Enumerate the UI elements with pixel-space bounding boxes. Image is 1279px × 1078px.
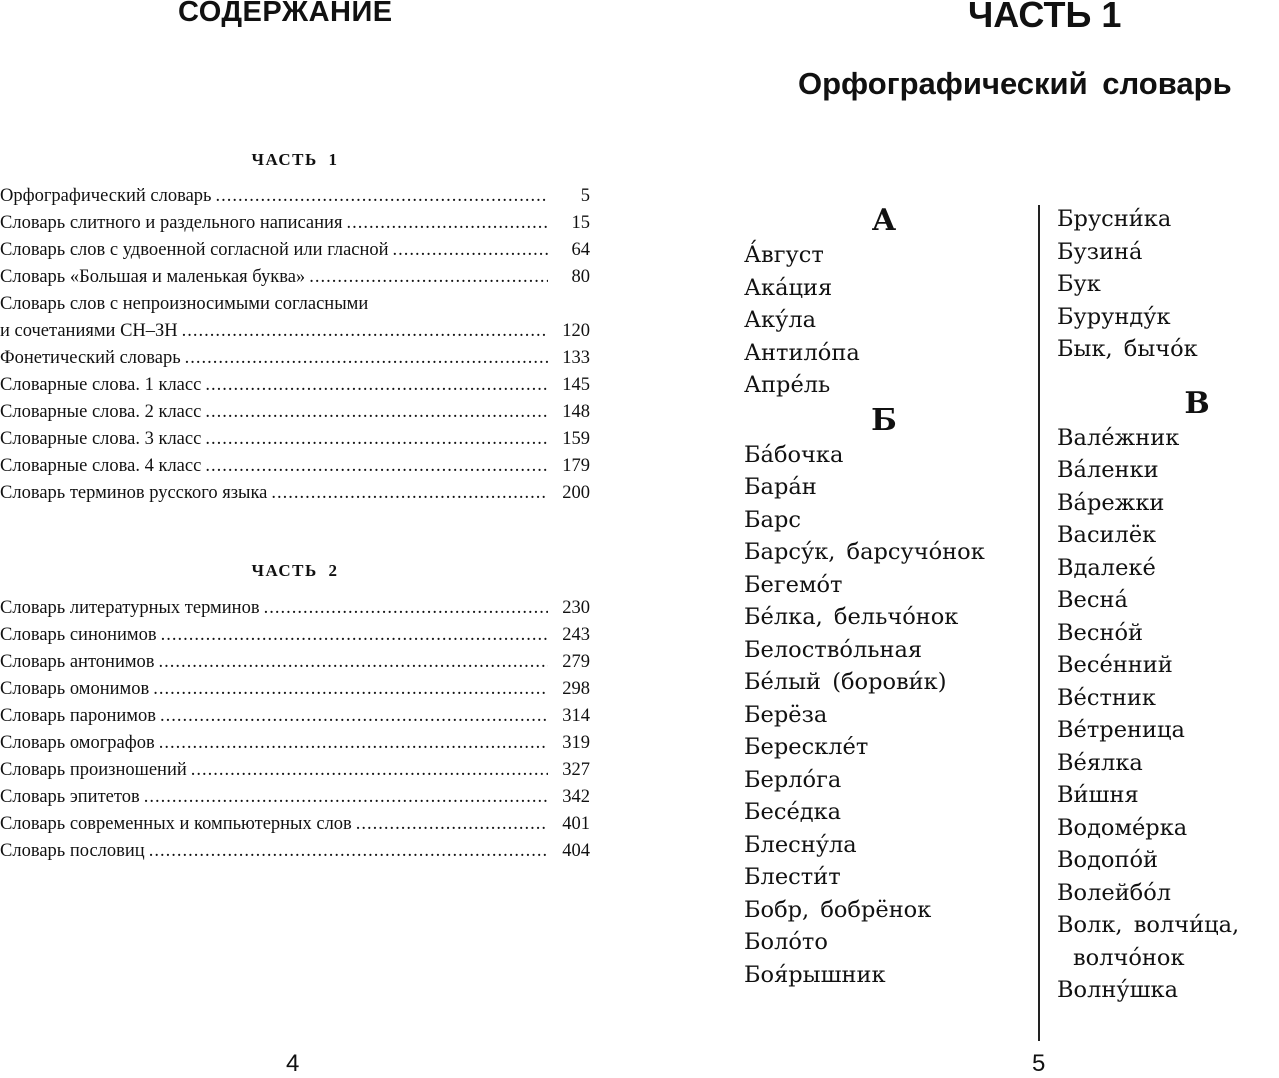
toc-entry-title: Словарь синонимов [0, 625, 157, 645]
toc-dot-leader [271, 483, 548, 504]
toc-entry-page: 133 [562, 348, 590, 368]
toc-entry-title: Словарные слова. 2 класс [0, 402, 202, 422]
toc-entry [0, 679, 590, 706]
toc-dot-leader [264, 598, 548, 619]
toc-entry [0, 321, 590, 348]
toc-dot-leader [160, 706, 548, 727]
toc-entry [0, 625, 590, 652]
toc-entry-title: и сочетаниями СН–ЗН [0, 321, 178, 341]
letter-heading-v: В [1184, 385, 1210, 421]
toc-entry-title: Словарь пословиц [0, 841, 145, 861]
page-number-right: 5 [1032, 1050, 1046, 1077]
dictionary-word: Берло́га [744, 766, 842, 793]
dictionary-word: Брусни́ка [1057, 206, 1172, 232]
toc-dot-leader [356, 814, 548, 835]
dictionary-word: Весно́й [1057, 619, 1143, 646]
toc-entry-title: Орфографический словарь [0, 186, 212, 206]
dictionary-word: Ака́ция [744, 274, 833, 301]
dictionary-word: Волк, волчи́ца, [1057, 912, 1240, 938]
toc-entry [0, 706, 590, 733]
dictionary-word: Бесе́дка [744, 799, 842, 825]
toc-entry [0, 375, 590, 402]
contents-heading: СОДЕРЖАНИЕ [178, 0, 393, 28]
toc-entry-page: 200 [562, 483, 590, 503]
toc-entry-title: Словарь современных и компьютерных слов [0, 814, 352, 834]
dictionary-word: Ве́стник [1057, 684, 1156, 711]
toc-entry-page: 159 [562, 429, 590, 449]
toc-entry-page: 15 [571, 213, 590, 233]
toc-dot-leader [346, 213, 548, 234]
toc-entry-page: 64 [571, 240, 590, 260]
toc-entry-title: Словарь слитного и раздельного написания [0, 213, 343, 233]
dictionary-word: Барсу́к, барсучо́нок [744, 539, 985, 565]
toc-entry-page: 230 [562, 598, 590, 618]
toc-entry [0, 294, 590, 321]
part1-title: ЧАСТЬ 1 [251, 150, 339, 169]
dictionary-word: Бегемо́т [744, 571, 843, 598]
toc-entry-title: Словарные слова. 1 класс [0, 375, 202, 395]
part2-title: ЧАСТЬ 2 [251, 561, 339, 580]
toc-entry-title: Словарь слов с удвоенной согласной или гласной [0, 240, 389, 260]
toc-entry-title: Фонетический словарь [0, 348, 181, 368]
dictionary-word: Весе́нний [1057, 652, 1173, 678]
toc-part1-list [0, 186, 590, 510]
toc-entry-page: 404 [562, 841, 590, 861]
toc-entry [0, 787, 590, 814]
toc-entry-page: 327 [562, 760, 590, 780]
dictionary-word: Ве́треница [1057, 717, 1185, 743]
toc-dot-leader [144, 787, 548, 808]
toc-dot-leader [205, 456, 548, 477]
dictionary-word: Бук [1057, 271, 1101, 297]
toc-entry [0, 841, 590, 868]
toc-dot-leader [309, 267, 548, 288]
dictionary-word: Ве́ялка [1057, 749, 1143, 776]
toc-dot-leader [205, 375, 548, 396]
toc-dot-leader [153, 679, 548, 700]
toc-entry-title: Словарные слова. 3 класс [0, 429, 202, 449]
toc-entry [0, 733, 590, 760]
toc-entry [0, 213, 590, 240]
dictionary-word: Бе́лка, бельчо́нок [744, 604, 959, 630]
dictionary-word: волчо́нок [1073, 944, 1185, 971]
dictionary-word: Аку́ла [744, 307, 817, 333]
toc-entry [0, 402, 590, 429]
toc-entry-title: Словарь слов с непроизносимыми согласными [0, 294, 369, 314]
toc-entry [0, 267, 590, 294]
toc-entry [0, 814, 590, 841]
dictionary-word: Ва́ленки [1057, 457, 1159, 483]
letter-heading-b: Б [871, 402, 897, 438]
toc-entry-title: Словарь эпитетов [0, 787, 140, 807]
toc-entry-title: Словарь антонимов [0, 652, 155, 672]
part-heading: ЧАСТЬ 1 [968, 0, 1122, 35]
dictionary-word: Апре́ль [744, 372, 831, 398]
dictionary-word: Бузина́ [1057, 238, 1143, 265]
dictionary-word: Блести́т [744, 864, 841, 890]
word-list-v [1057, 422, 1279, 1007]
dictionary-word: Ви́шня [1057, 782, 1139, 808]
toc-entry-page: 80 [571, 267, 590, 287]
dictionary-word: Боя́рышник [744, 961, 886, 988]
toc-entry [0, 483, 590, 510]
toc-dot-leader [215, 186, 548, 207]
toc-entry-title: Словарь терминов русского языка [0, 483, 268, 503]
toc-entry-page: 298 [562, 679, 590, 699]
toc-entry-page: 179 [562, 456, 590, 476]
right-page [640, 0, 1279, 1076]
toc-entry [0, 652, 590, 679]
dictionary-word: Бурунду́к [1057, 303, 1171, 330]
toc-entry [0, 598, 590, 625]
dictionary-word: Барс [744, 506, 801, 533]
dictionary-word: Весна́ [1057, 587, 1128, 613]
dictionary-word: Бара́н [744, 474, 817, 500]
toc-dot-leader [161, 625, 548, 646]
toc-dot-leader [191, 760, 548, 781]
toc-dot-leader [159, 733, 548, 754]
dictionary-column-right [1057, 203, 1279, 1007]
toc-part2-list [0, 598, 590, 868]
dictionary-word: Водопо́й [1057, 847, 1159, 873]
toc-entry-title: Словарь «Большая и маленькая буква» [0, 267, 306, 287]
dictionary-word: Волну́шка [1057, 977, 1179, 1003]
dictionary-word: Боло́то [744, 929, 828, 955]
toc-entry-page: 401 [562, 814, 590, 834]
toc-dot-leader [159, 652, 548, 673]
left-page [0, 0, 620, 1076]
column-divider [1038, 205, 1040, 1041]
toc-dot-leader [185, 348, 548, 369]
dictionary-heading: Орфографический словарь [798, 66, 1232, 101]
toc-entry-page: 120 [562, 321, 590, 341]
dictionary-word: Бык, бычо́к [1057, 336, 1198, 362]
toc-dot-leader [393, 240, 548, 261]
toc-entry-title: Словарь литературных терминов [0, 598, 260, 618]
toc-entry-page: 314 [562, 706, 590, 726]
dictionary-word: Василёк [1057, 522, 1157, 548]
dictionary-word: Ва́режки [1057, 489, 1165, 516]
dictionary-word: А́вгуст [744, 242, 824, 268]
dictionary-word: Бобр, бобрёнок [744, 896, 932, 923]
toc-entry-page: 279 [562, 652, 590, 672]
toc-dot-leader [205, 429, 548, 450]
toc-entry-page: 145 [562, 375, 590, 395]
toc-dot-leader [205, 402, 548, 423]
toc-entry-page: 148 [562, 402, 590, 422]
letter-heading-a: А [871, 203, 897, 238]
page-number-left: 4 [286, 1050, 300, 1077]
toc-entry [0, 429, 590, 456]
toc-dot-leader [149, 841, 548, 862]
toc-entry-page: 5 [580, 186, 590, 206]
toc-dot-leader [182, 321, 548, 342]
toc-entry [0, 186, 590, 213]
dictionary-word: Водоме́рка [1057, 814, 1188, 841]
toc-entry-title: Словарь произношений [0, 760, 187, 780]
toc-entry-page: 243 [562, 625, 590, 645]
dictionary-word: Вдалеке́ [1057, 554, 1156, 581]
word-list-b [744, 439, 1029, 992]
word-list-b-continued [1057, 203, 1279, 366]
toc-entry-page: 319 [562, 733, 590, 753]
dictionary-word: Волейбо́л [1057, 879, 1172, 906]
toc-entry-title: Словарь омографов [0, 733, 155, 753]
toc-entry [0, 348, 590, 375]
dictionary-word: Берёза [744, 701, 828, 728]
dictionary-word: Блесну́ла [744, 831, 857, 858]
toc-entry [0, 240, 590, 267]
dictionary-word: Бересклéт [744, 734, 869, 760]
word-list-a [744, 239, 1029, 402]
dictionary-column-left [744, 203, 1029, 991]
dictionary-word: Бе́лый (борови́к) [744, 669, 947, 695]
toc-entry-title: Словарные слова. 4 класс [0, 456, 202, 476]
toc-entry-page: 342 [562, 787, 590, 807]
dictionary-word: Ба́бочка [744, 441, 844, 468]
toc-entry-title: Словарь омонимов [0, 679, 150, 699]
dictionary-word: Белоство́льная [744, 636, 923, 663]
toc-entry [0, 456, 590, 483]
toc-entry [0, 760, 590, 787]
dictionary-word: Антило́па [744, 339, 860, 366]
toc-entry-title: Словарь паронимов [0, 706, 156, 726]
dictionary-word: Вале́жник [1057, 424, 1180, 451]
